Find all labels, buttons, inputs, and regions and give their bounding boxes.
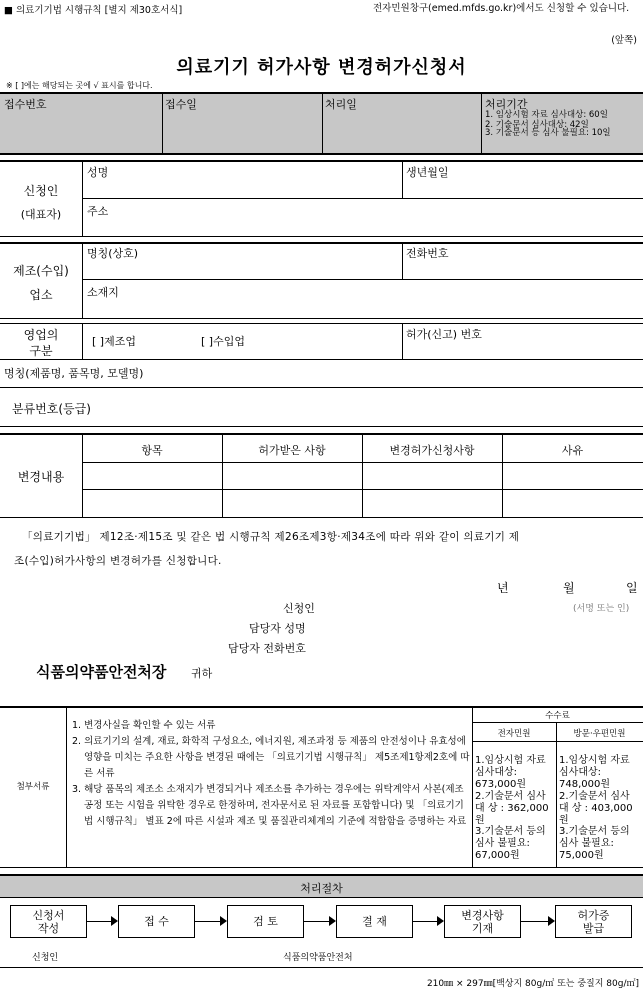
period-label: 처리기간 xyxy=(485,98,528,111)
date-month[interactable]: 월 xyxy=(563,581,575,595)
attachments-list xyxy=(72,718,472,830)
fee-electronic-1: 1.임상시험 자료 심사대상: 673,000원 xyxy=(475,755,546,790)
process-date-field[interactable]: 처리일 xyxy=(325,98,357,111)
step-approve: 결 재 xyxy=(336,905,413,938)
signature-field[interactable]: (서명 또는 인) xyxy=(573,604,630,614)
arrow-icon xyxy=(111,916,118,926)
date-year[interactable]: 년 xyxy=(497,581,509,595)
fee-electronic-label: 전자민원 xyxy=(497,729,531,739)
fee-label: 수수료 xyxy=(545,711,570,721)
period-line-1: 1. 임상시험 자료 심사대상: 60일 xyxy=(485,110,608,120)
period-line-3: 3. 기술문서 등 심사 불필요: 10일 xyxy=(485,128,611,138)
type-label-1: 영업의 xyxy=(23,328,59,342)
page-side: (앞쪽) xyxy=(611,35,637,46)
arrow-icon xyxy=(437,916,444,926)
step-apply: 신청서 작성 xyxy=(10,905,87,938)
applicant-name-field[interactable]: 성명 xyxy=(87,166,109,179)
actor-applicant: 신청인 xyxy=(32,953,59,963)
online-notice: 전자민원창구(emed.mfds.go.kr)에서도 신청할 수 있습니다. xyxy=(373,3,630,14)
change-label: 변경내용 xyxy=(17,470,65,484)
actor-ministry: 식품의약품안전처 xyxy=(283,953,353,963)
company-phone-field[interactable]: 전화번호 xyxy=(406,247,449,260)
type-label-2: 구분 xyxy=(29,344,53,358)
applicant-birth-field[interactable]: 생년월일 xyxy=(406,166,449,179)
applicant-address-field[interactable]: 주소 xyxy=(87,205,109,218)
step-receive: 접 수 xyxy=(118,905,195,938)
statement-line-2: 조(수입)허가사항의 변경허가를 신청합니다. xyxy=(14,555,222,567)
change-header-item: 항목 xyxy=(141,444,163,457)
process-title: 처리절차 xyxy=(300,882,343,895)
manufacturer-checkbox[interactable]: [ ]제조업 xyxy=(92,335,136,348)
fee-visit-1: 1.임상시험 자료 심사대상: 748,000원 xyxy=(559,755,630,790)
attachment-item: 2. 의료기기의 설계, 재료, 화학적 구성요소, 에너지원, 제조과정 등 제품의 안전성이나 유효성에 영향을 미치는 주요한 사항을 변경된 때에는 「의료기기법 시행규칙」 제5조제1항제2호에 따른 서류 xyxy=(72,736,470,779)
fee-electronic-3: 3.기술문서 등의 심사 불필요: 67,000원 xyxy=(475,826,546,861)
statement-line-1: 「의료기기법」 제12조·제15조 및 같은 법 시행규칙 제26조제3항·제34조에 따라 위와 같이 의료기기 제 xyxy=(22,531,520,543)
company-location-field[interactable]: 소재지 xyxy=(87,286,119,299)
attachments-label: 첨부서류 xyxy=(16,782,50,792)
change-header-reason: 사유 xyxy=(561,444,584,457)
change-header-requested: 변경허가신청사항 xyxy=(389,444,475,457)
check-note: ※ [ ]에는 해당되는 곳에 √ 표시를 합니다. xyxy=(6,81,153,90)
arrow-icon xyxy=(548,916,555,926)
arrow-icon xyxy=(329,916,336,926)
attachment-item: 3. 해당 품목의 제조소 소재지가 변경되거나 제조소를 추가하는 경우에는 위탁계약서 사본(제조공정 또는 시험을 위탁한 경우로 한정하며, 전자문서로 된 자료를 포함합니다) 및 「의료기기법 시행규칙」 별표 2에 따른 시설과 제조 및 품질관리체계의 기준에 적합함을 증명하는 자료 xyxy=(72,784,467,827)
business-label-2: 업소 xyxy=(29,288,53,302)
manager-phone-label: 담당자 전화번호 xyxy=(228,642,306,655)
manager-name-label: 담당자 성명 xyxy=(249,622,306,635)
fee-electronic-2: 2.기술문서 심사 대 상 : 362,000원 xyxy=(475,791,549,826)
company-name-field[interactable]: 명칭(상호) xyxy=(87,247,139,260)
page-title: 의료기기 허가사항 변경허가신청서 xyxy=(176,57,467,78)
recipient: 식품의약품안전처장 xyxy=(36,663,167,681)
fee-visit-2: 2.기술문서 심사 대 상 : 403,000원 xyxy=(559,791,633,826)
form-reference: ■ 의료기기법 시행규칙 [별지 제30호서식] xyxy=(4,5,183,16)
applicant-sublabel: (대표자) xyxy=(20,208,62,221)
period-line-2: 2. 기술문서 심사대상: 42일 xyxy=(485,120,589,130)
business-label-1: 제조(수입) xyxy=(13,264,69,278)
receipt-number-field[interactable]: 접수번호 xyxy=(4,98,47,111)
product-name-field[interactable]: 명칭(제품명, 품목명, 모델명) xyxy=(4,367,144,380)
step-record: 변경사항 기재 xyxy=(444,905,521,938)
receipt-date-field[interactable]: 접수일 xyxy=(165,98,197,111)
fee-visit-label: 방문·우편민원 xyxy=(573,729,626,739)
arrow-icon xyxy=(220,916,227,926)
step-issue: 허가증 발급 xyxy=(555,905,632,938)
date-day[interactable]: 일 xyxy=(626,581,638,595)
step-review: 검 토 xyxy=(227,905,304,938)
attachment-item: 1. 변경사실을 확인할 수 있는 서류 xyxy=(72,720,216,731)
paper-spec: 210㎜ × 297㎜[백상지 80g/㎡ 또는 중질지 80g/㎡] xyxy=(426,979,639,989)
honorific: 귀하 xyxy=(191,667,213,680)
applicant-label: 신청인 xyxy=(23,184,59,198)
class-number-field[interactable]: 분류번호(등급) xyxy=(12,402,91,416)
change-header-approved: 허가받은 사항 xyxy=(258,444,326,457)
importer-checkbox[interactable]: [ ]수입업 xyxy=(201,335,245,348)
fee-visit-3: 3.기술문서 등의 심사 불필요: 75,000원 xyxy=(559,826,630,861)
license-number-field[interactable]: 허가(신고) 번호 xyxy=(406,328,482,341)
sign-applicant-label: 신청인 xyxy=(283,602,315,615)
